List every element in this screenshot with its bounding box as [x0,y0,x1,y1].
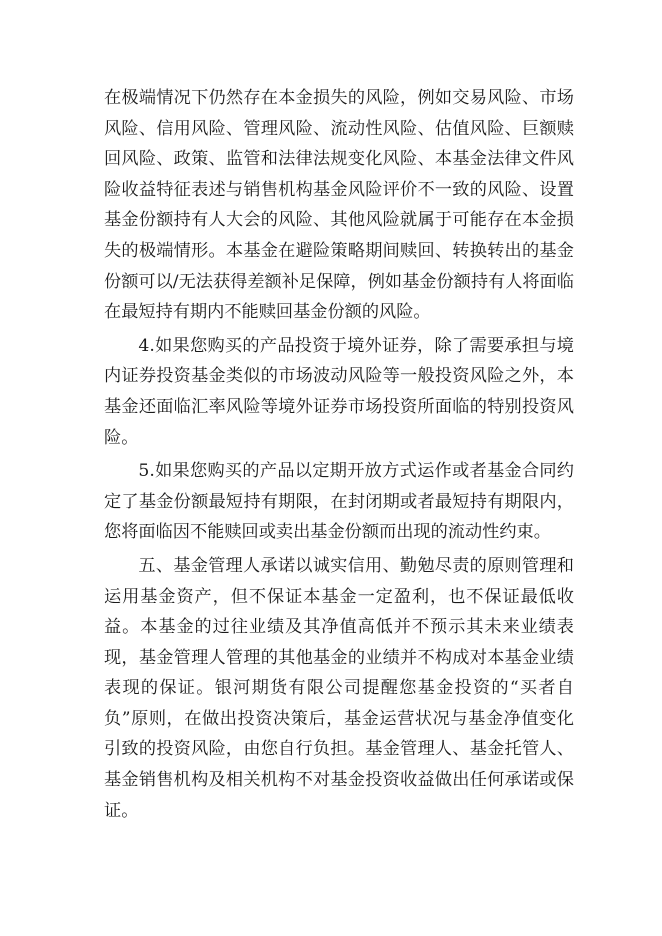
paragraph-section-5-manager-commitment: 五、基金管理人承诺以诚实信用、勤勉尽责的原则管理和运用基金资产，但不保证本基金一定盈利，也不保证最低收益。本基金的过往业绩及其净值高低并不预示其未来业绩表现，基金管理人管理的其他基金的业绩并不构成对本基金业绩表现的保证。银河期货有限公司提醒您基金投资的“买者自负”原则，在做出投资决策后，基金运营状况与基金净值变化引致的投资风险，由您自行负担。基金管理人、基金托管人、基金销售机构及相关机构不对基金投资收益做出任何承诺或保证。 [104,555,574,821]
body-text [104,83,574,826]
paragraph-5-liquidity-constraint: 5.如果您购买的产品以定期开放方式运作或者基金合同约定了基金份额最短持有期限，在封闭期或者最短持有期限内，您将面临因不能赎回或卖出基金份额而出现的流动性约束。 [104,461,574,543]
paragraph-4-overseas-securities: 4.如果您购买的产品投资于境外证券，除了需要承担与境内证券投资基金类似的市场波动风险等一般投资风险之外，本基金还面临汇率风险等境外证券市场投资所面临的特别投资风险。 [104,335,574,448]
paragraph-risk-continuation: 在极端情况下仍然存在本金损失的风险，例如交易风险、市场风险、信用风险、管理风险、流动性风险、估值风险、巨额赎回风险、政策、监管和法律法规变化风险、本基金法律文件风险收益特征表述与销售机构基金风险评价不一致的风险、设置基金份额持有人大会的风险、其他风险就属于可能存在本金损失的极端情形。本基金在避险策略期间赎回、转换转出的基金份额可以/无法获得差额补足保障，例如基金份额持有人将面临在最短持有期内不能赎回基金份额的风险。 [104,88,574,323]
